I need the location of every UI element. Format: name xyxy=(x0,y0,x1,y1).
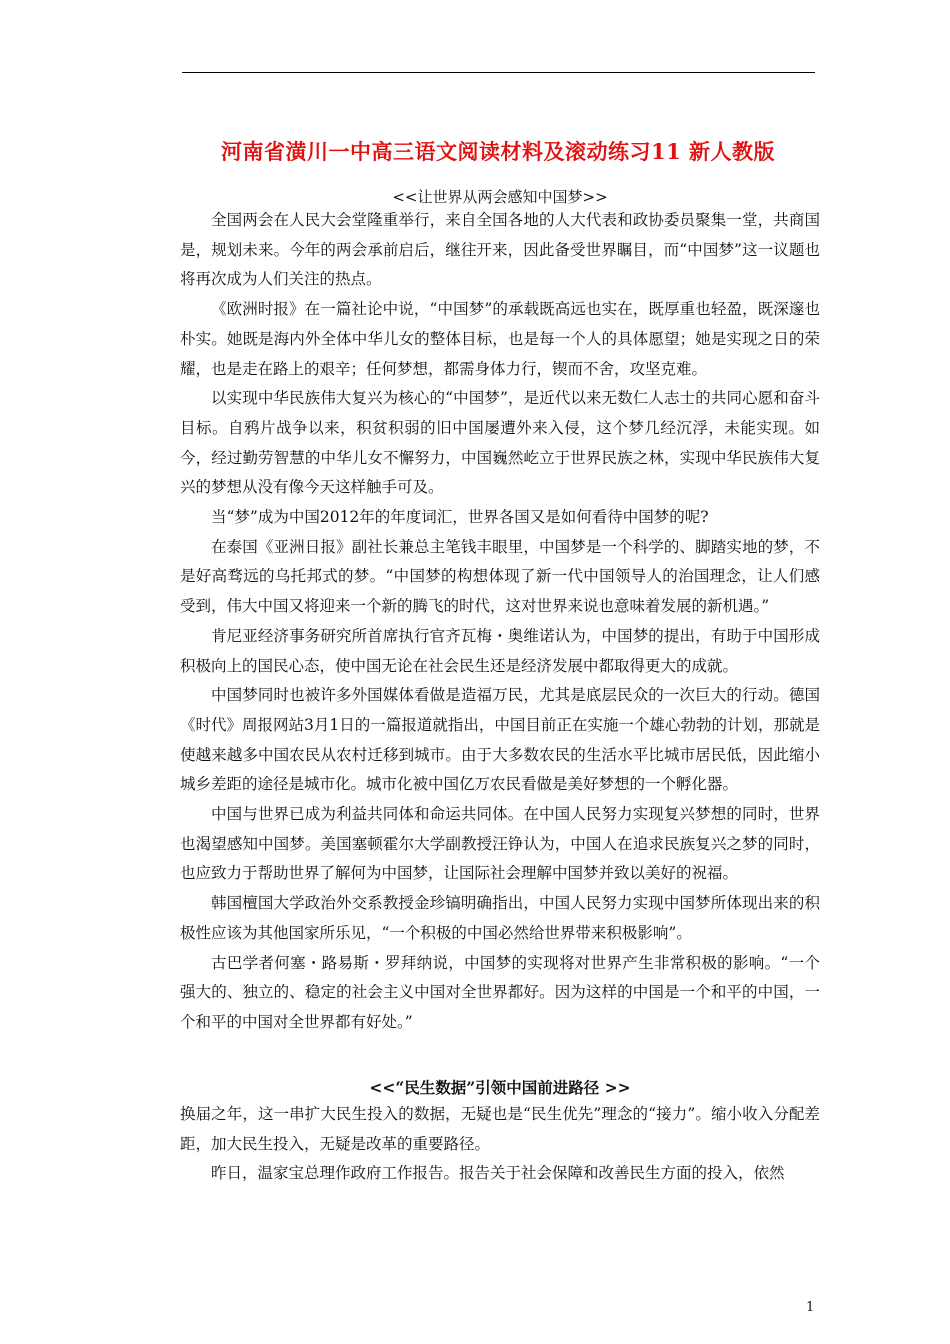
paragraph: 中国梦同时也被许多外国媒体看做是造福万民，尤其是底层民众的一次巨大的行动。德国《时代》周报网站3月1日的一篇报道就指出，中国目前正在实施一个雄心勃勃的计划，那就是使越来越多中国农民从农村迁移到城市。由于大多数农民的生活水平比城市居民低，因此缩小城乡差距的途径是城市化。城市化被中国亿万农民看做是美好梦想的一个孵化器。 xyxy=(180,686,820,794)
paragraph: 以实现中华民族伟大复兴为核心的“中国梦”，是近代以来无数仁人志士的共同心愿和奋斗目标。自鸦片战争以来，积贫积弱的旧中国屡遭外来入侵，这个梦几经沉浮，未能实现。如今，经过勤劳智慧的中华儿女不懈努力，中国巍然屹立于世界民族之林，实现中华民族伟大复兴的梦想从没有像今天这样触手可及。 xyxy=(180,389,820,497)
article-1-body xyxy=(180,206,820,1038)
paragraph: 肯尼亚经济事务研究所首席执行官齐瓦梅・奥维诺认为，中国梦的提出，有助于中国形成积极向上的国民心态，使中国无论在社会民生还是经济发展中都取得更大的成就。 xyxy=(180,626,820,675)
article-2-heading: <<“民生数据”引领中国前进路径 >> xyxy=(369,1078,631,1097)
article-2-body xyxy=(180,1100,820,1189)
paragraph: 《欧洲时报》在一篇社论中说，“中国梦”的承载既高远也实在，既厚重也轻盈，既深邃也朴实。她既是海内外全体中华儿女的整体目标，也是每一个人的具体愿望；她是实现之日的荣耀，也是走在路上的艰辛；任何梦想，都需身体力行，锲而不舍，攻坚克难。 xyxy=(180,300,820,378)
paragraph: 当“梦”成为中国2012年的年度词汇，世界各国又是如何看待中国梦的呢? xyxy=(211,508,709,527)
paragraph: 在泰国《亚洲日报》副社长兼总主笔钱丰眼里，中国梦是一个科学的、脚踏实地的梦，不是好高骛远的乌托邦式的梦。“中国梦的构想体现了新一代中国领导人的治国理念，让人们感受到，伟大中国又将迎来一个新的腾飞的时代，这对世界来说也意味着发展的新机遇。” xyxy=(180,537,820,616)
paragraph: 换届之年，这一串扩大民生投入的数据，无疑也是“民生优先”理念的“接力”。缩小收入分配差距，加大民生投入，无疑是改革的重要路径。 xyxy=(180,1105,820,1153)
paragraph: 全国两会在人民大会堂隆重举行，来自全国各地的人大代表和政协委员聚集一堂，共商国是，规划未来。今年的两会承前启后，继往开来，因此备受世界瞩目，而“中国梦”这一议题也将再次成为人们关注的热点。 xyxy=(180,211,820,289)
page-number: 1 xyxy=(806,1300,815,1315)
article-1-heading: <<让世界从两会感知中国梦>> xyxy=(392,188,608,206)
paragraph: 韩国檀国大学政治外交系教授金珍镐明确指出，中国人民努力实现中国梦所体现出来的积极性应该为其他国家所乐见，“一个积极的中国必然给世界带来积极影响”。 xyxy=(180,894,820,942)
paragraph: 古巴学者何塞・路易斯・罗拜纳说，中国梦的实现将对世界产生非常积极的影响。“一个强大的、独立的、稳定的社会主义中国对全世界都好。因为这样的中国是一个和平的中国，一个和平的中国对全世界都有好处。” xyxy=(180,953,820,1031)
document-title: 河南省潢川一中高三语文阅读材料及滚动练习11 新人教版 xyxy=(220,139,776,164)
paragraph: 中国与世界已成为利益共同体和命运共同体。在中国人民努力实现复兴梦想的同时，世界也渴望感知中国梦。美国塞顿霍尔大学副教授汪铮认为，中国人在追求民族复兴之梦的同时，也应致力于帮助世界了解何为中国梦，让国际社会理解中国梦并致以美好的祝福。 xyxy=(180,805,820,883)
header-rule xyxy=(182,72,815,73)
paragraph: 昨日，温家宝总理作政府工作报告。报告关于社会保障和改善民生方面的投入，依然 xyxy=(211,1164,785,1183)
